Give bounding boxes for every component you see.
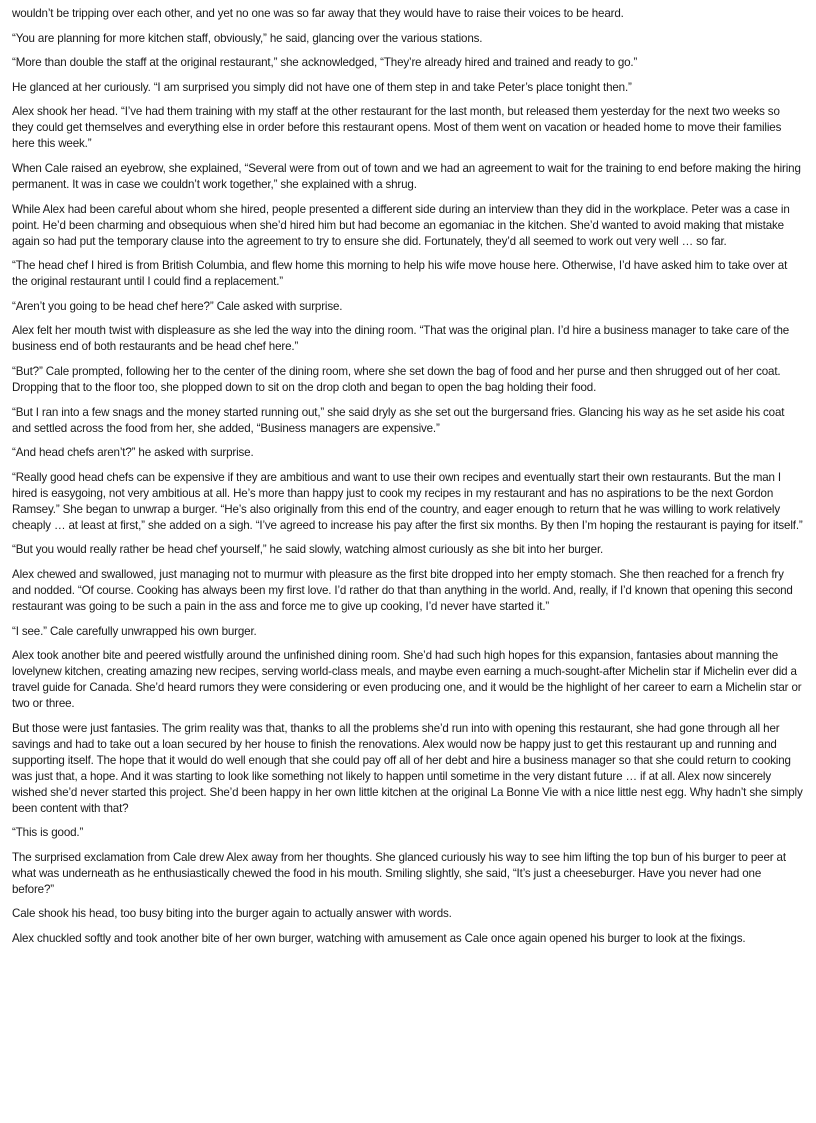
paragraph-22: Cale shook his head, too busy biting into the burger again to actually answer with words. [12, 907, 452, 921]
paragraph-1: wouldn’t be tripping over each other, and yet no one was so far away that they would have to raise their voices to be heard. [12, 7, 624, 20]
paragraph-11: “But?” Cale prompted, following her to the center of the dining room, where she set down the bag of food and her purse and then shrugged out of her coat. Dropping that to the floor too, she plopped down to sit on the drop cloth and began to open the bag holding their food. [12, 364, 781, 394]
paragraph-20: “This is good.” [12, 826, 84, 840]
paragraph-13: “And head chefs aren’t?” he asked with surprise. [12, 446, 254, 460]
paragraph-4: He glanced at her curiously. “I am surprised you simply did not have one of them step in and take Peter’s place tonight then.” [12, 80, 632, 94]
paragraph-14: “Really good head chefs can be expensive if they are ambitious and want to use their own recipes and eventually start their own restaurants. But the man I hired is easygoing, not very ambitious at all. He’s more than happy just to cook my recipes in my restaurant and has no aspirations to be the next Gordon Ramsey.” She began to unwrap a burger. “He’s also originally from this end of the country, and eager enough to return that he was willing to work relatively cheaply … at least at first,” she added on a sigh. “I’ve agreed to increase his pay after the first six months. By then I’m hoping the restaurant is paying for itself.” [12, 470, 803, 532]
paragraph-19: But those were just fantasies. The grim reality was that, thanks to all the problems she’d run into with opening this restaurant, she had gone through all her savings and had to take out a loan secured by her house to finish the renovations. Alex would now be happy just to get this restaurant up and running and supporting itself. The hope that it would do well enough that she could pay off all of her debt and hire a business manager so that she could return to cooking was just that, a hope. And it was starting to look like something not likely to happen until sometime in the very distant future … if at all. Alex now sincerely wished she’d never started this project. She’d been happy in her own little kitchen at the original La Bonne Vie with a nice little nest egg. Why hadn’t she simply been content with that? [12, 721, 803, 815]
paragraph-12: “But I ran into a few snags and the money started running out,” she said dryly as she set out the burgersand fries. Glancing his way as he set aside his coat and settled across the food from her, she added, “Business managers are expensive.” [12, 405, 785, 435]
paragraph-3: “More than double the staff at the original restaurant,” she acknowledged, “They’re already hired and trained and ready to go.” [12, 56, 638, 70]
paragraph-23: Alex chuckled softly and took another bite of her own burger, watching with amusement as Cale once again opened his burger to look at the fixings. [12, 932, 746, 946]
paragraph-10: Alex felt her mouth twist with displeasure as she led the way into the dining room. “That was the original plan. I’d hire a business manager to take care of the business end of both restaurants and be head chef here.” [12, 324, 790, 354]
paragraph-5: Alex shook her head. “I’ve had them training with my staff at the other restaurant for the last month, but released them yesterday for the next two weeks so they could get themselves and everything else in order before this restaurant opens. Most of them went on vacation or headed home to move their families here this week.” [12, 105, 782, 151]
paragraph-15: “But you would really rather be head chef yourself,” he said slowly, watching almost curiously as she bit into her burger. [12, 543, 604, 557]
paragraph-2: “You are planning for more kitchen staff, obviously,” he said, glancing over the various stations. [12, 31, 483, 45]
paragraph-7: While Alex had been careful about whom she hired, people presented a different side during an interview than they did in the workplace. Peter was a case in point. He’d been charming and obsequious when she’d hired him but had become an egomaniac in the kitchen. She’d wanted to avoid making that mistake again so had put the temporary clause into the agreement to try to ensure she did. Fortunately, they’d all seemed to work out very well … so far. [12, 202, 790, 248]
paragraph-17: “I see.” Cale carefully unwrapped his own burger. [12, 624, 257, 638]
paragraph-16: Alex chewed and swallowed, just managing not to murmur with pleasure as the first bite dropped into her empty stomach. She then reached for a french fry and nodded. “Of course. Cooking has always been my first love. I’d rather do that than anything in the world. And, really, if I’d known that opening this second restaurant was going to be such a pain in the ass and force me to give up cooking, I’d never have started it.” [12, 567, 793, 613]
paragraph-6: When Cale raised an eyebrow, she explained, “Several were from out of town and we had an agreement to wait for the training to end before making the hiring permanent. It was in case we couldn’t work together,” she explained with a shrug. [12, 161, 801, 191]
paragraph-8: “The head chef I hired is from British Columbia, and flew home this morning to help his wife move house here. Otherwise, I’d have asked him to take over at the original restaurant until I could find a replacement.” [12, 259, 788, 289]
paragraph-18: Alex took another bite and peered wistfully around the unfinished dining room. She’d had such high hopes for this expansion, fantasies about manning the lovelynew kitchen, creating amazing new recipes, serving world-class meals, and maybe even earning a much-sought-after Michelin star if Michelin ever did a travel guide for Canada. She’d heard rumors they were considering or even producing one, and it would be the highlight of her career to earn a Michelin star or two or three. [12, 649, 802, 711]
paragraph-9: “Aren’t you going to be head chef here?” Cale asked with surprise. [12, 299, 343, 313]
paragraph-21: The surprised exclamation from Cale drew Alex away from her thoughts. She glanced curiously his way to see him lifting the top bun of his burger to peer at what was underneath as he enthusiastically chewed the food in his mouth. Smiling slightly, she said, “It’s just a cheeseburger. Have you never had one before?” [12, 850, 786, 896]
